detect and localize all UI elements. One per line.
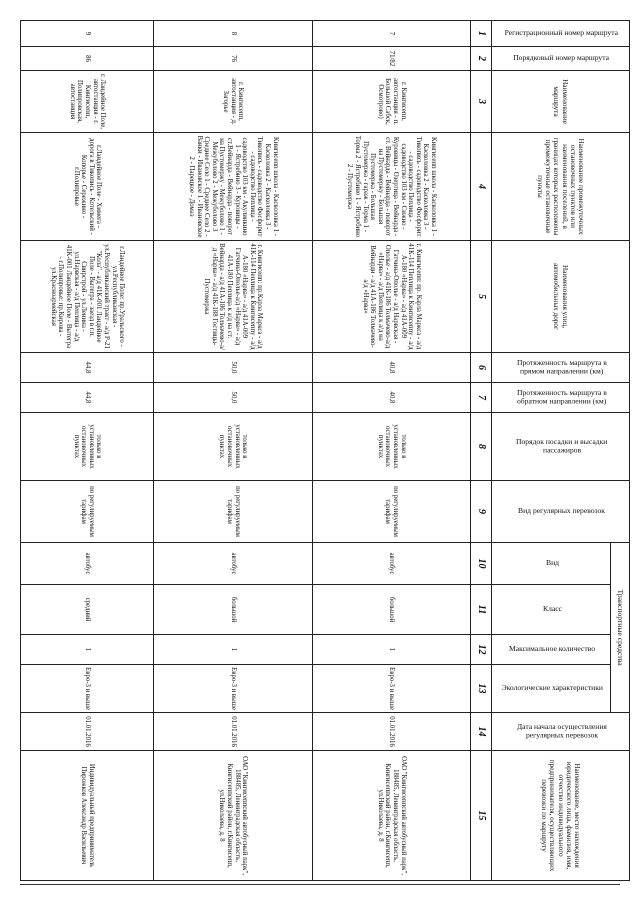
cell-boarding: только в установленных остановочных пунктах xyxy=(312,413,470,481)
column-number: 4 xyxy=(471,133,492,241)
cell-transport-kind: по регулируемым тарифам xyxy=(21,481,154,543)
cell-start-date: 01.01.2016 xyxy=(21,713,154,751)
header-vehicles-group: Транспортные средства xyxy=(611,543,630,713)
cell-reg: 9 xyxy=(21,21,154,47)
cell-reg: 8 xyxy=(154,21,312,47)
cell-vehicle-type: автобус xyxy=(154,543,312,585)
cell-carrier: ОАО "Кингисеппский автобусный парк", 188485, Ленинградская область, Кингисеппский район, г.Кингисепп, ул.Николаева, д. 8 xyxy=(154,751,312,881)
cell-length-back: 40,8 xyxy=(312,383,470,413)
rotated-table-wrapper xyxy=(20,20,630,880)
cell-vehicle-class: средний xyxy=(21,585,154,635)
table-row xyxy=(21,21,154,881)
cell-reg: 7 xyxy=(312,21,470,47)
cell-eco: Евро-3 и выше xyxy=(312,665,470,713)
column-number: 8 xyxy=(471,413,492,481)
header-row xyxy=(611,21,630,881)
header-vehicle-type: Вид xyxy=(492,543,611,585)
table-row xyxy=(154,21,312,881)
column-number: 10 xyxy=(471,543,492,585)
cell-length-back: 44,8 xyxy=(21,383,154,413)
cell-max-count: 1 xyxy=(154,635,312,665)
column-number: 6 xyxy=(471,353,492,383)
cell-max-count: 1 xyxy=(21,635,154,665)
column-number: 7 xyxy=(471,383,492,413)
header-length-forward: Протяженность маршрута в прямом направлении (км) xyxy=(492,353,630,383)
cell-boarding: только в установленных остановочных пунктах xyxy=(21,413,154,481)
header-stops: Наименование промежуточных остановочных пунктов или наименования поселений, в границах которых расположены промежуточные остановочные пункты xyxy=(492,133,630,241)
cell-carrier: ОАО "Кингисеппский автобусный парк", 188485, Ленинградская область, Кингисеппский район, г.Кингисепп, ул.Николаева, д. 8 xyxy=(312,751,470,881)
cell-stops: Кингисепп школа - Касколовка 1 - Касколовка 2 - Касколовка 3 - Тикопись - садоводство Фосфорит - садоводство Пеплица - садоводство 103 км - Акулинкино 1 - Ястребино 3 - Куровицы - ст.Вейнарда - Вейнарда - поворот на Пустомержу - Межуболово 1 - Межуболово 2 - Межуболово 3 Среднее Село 1 - Среднее Село 2 - Ванки - Ивановское 1 - Ивановское 2 - Парецкое - Домаз xyxy=(154,133,312,241)
cell-carrier: Индивидуальный предприниматель Пирожков Александр Васильевич xyxy=(21,751,154,881)
header-carrier: Наименование, место нахождения юридического лица, фамилия, имя, отчество индивидуального предпринимателя, осуществляющих перевозки по маршруту xyxy=(492,751,630,881)
cell-streets: г.Ландейное Поле: пр.Уральского - ул.Республиканская - ул.Республиканский тракт - а/д Р-21 "Кола" - а/д 41К-001 Ландейное Поле - Вытегра - заезд в г.п. Свирстрой - ул.Ленина - ул.Нарвская - а/д Пеплица - а/д 41К-001 Ландейное Поле - Вытегра - г.Полипровье: пр.Кирова - ул.Красноармейская xyxy=(21,241,154,353)
cell-stops: Кингисепп школа - Касколовка 1 - Касколовка 2 - Касколовка 3 - Тикопись - садоводство Фосфорит - садоводство Пеплица - садоводство 103 км - Сижно - Куровицы - Озертица - Вейнарда - ст. Вейнарда - Вейнарда - поворот на Пустомержу - Большая Пустомержа - Большая Пустомержа - гараж - Торма 1 - Торма 2 - Ястребино 1 - Ястребино 2 - Пустомержа xyxy=(312,133,470,241)
cell-start-date: 01.01.2016 xyxy=(154,713,312,751)
cell-vehicle-class: большой xyxy=(154,585,312,635)
header-reg-number: Регистрационный номер маршрута xyxy=(492,21,630,47)
header-eco: Экологические характеристики xyxy=(492,665,611,713)
routes-table xyxy=(20,20,630,881)
cell-streets: г. Кингисепп: пр. Карла Маркса - а/д 41К-114 Пеплица к Кингисеппу - а/д А-180 «Нарва» - а/д 41А-009 Гатчина-Ополье - а/д Нарвская - Ополье - а/д 41К-186 Толмачево-а/д «Нарва» - а/д Пеплица к а/д на Вейнарди - а/д 41А-186 Толмачево-а/д «Нарва» xyxy=(312,241,470,353)
column-number: 3 xyxy=(471,71,492,133)
table-row xyxy=(312,21,470,881)
cell-route-name: г. Кингисепп, автостанция - п. Большой Сабск, Осмотрово) xyxy=(312,71,470,133)
cell-max-count: 1 xyxy=(312,635,470,665)
cell-length-forward: 44,8 xyxy=(21,353,154,383)
header-boarding: Порядок посадки и высадки пассажиров xyxy=(492,413,630,481)
header-streets: Наименования улиц, автомобильных дорог xyxy=(492,241,630,353)
cell-transport-kind: по регулируемым тарифам xyxy=(154,481,312,543)
cell-stops: г.Ландейное Поле - Химега - дорога в Тикопись - Котельский - Копорье - Сережино - г.Полипровье xyxy=(21,133,154,241)
cell-order: 76 xyxy=(154,47,312,71)
header-length-back: Протяженность маршрута в обратном направлении (км) xyxy=(492,383,630,413)
column-number: 15 xyxy=(471,751,492,881)
column-number: 2 xyxy=(471,47,492,71)
scan-edge-line xyxy=(20,884,620,885)
cell-transport-kind: по регулируемым тарифам xyxy=(312,481,470,543)
cell-order: 71/82 xyxy=(312,47,470,71)
column-numbers-row xyxy=(471,21,492,881)
cell-streets: г. Кингисепп: пр.Карла Маркса - а/д 41К-114 Пеплица к Кингисеппу - а/д А-180 «Нарва» - а/д 41А-009 Гатчина-Ополье-а/д «Нарва» - а/д 41А-180 Пеплица к а/д на ст. Вейнарда - а/д 41А-186 Толмачево-а/д «Нарва» - а/д 41К-188 Гостицы-Пустомержа xyxy=(154,241,312,353)
header-vehicle-class: Класс xyxy=(492,585,611,635)
column-number: 9 xyxy=(471,481,492,543)
column-number: 12 xyxy=(471,635,492,665)
column-number: 13 xyxy=(471,665,492,713)
header-start-date: Дата начала осуществления регулярных перевозок xyxy=(492,713,630,751)
cell-length-forward: 40,8 xyxy=(312,353,470,383)
cell-start-date: 01.01.2016 xyxy=(312,713,470,751)
cell-route-name: г. Кингисепп, автостанция - д. Загорье xyxy=(154,71,312,133)
column-number: 11 xyxy=(471,585,492,635)
header-route-name: Наименование маршрута xyxy=(492,71,630,133)
cell-route-name: г. Ландейное Поле, автостанция - г. Кингисепп, Полипровская, автостанция xyxy=(21,71,154,133)
cell-vehicle-class: большой xyxy=(312,585,470,635)
cell-eco: Евро-3 и выше xyxy=(21,665,154,713)
header-order-number: Порядковый номер маршрута xyxy=(492,47,630,71)
column-number: 14 xyxy=(471,713,492,751)
header-transport-kind: Вид регулярных перевозок xyxy=(492,481,630,543)
cell-vehicle-type: автобус xyxy=(21,543,154,585)
cell-length-forward: 50,0 xyxy=(154,353,312,383)
cell-length-back: 50,0 xyxy=(154,383,312,413)
column-number: 5 xyxy=(471,241,492,353)
cell-boarding: только в установленных остановочных пунктах xyxy=(154,413,312,481)
cell-order: 86 xyxy=(21,47,154,71)
cell-vehicle-type: автобус xyxy=(312,543,470,585)
column-number: 1 xyxy=(471,21,492,47)
header-max-count: Максимальное количество xyxy=(492,635,611,665)
cell-eco: Евро-3 и выше xyxy=(154,665,312,713)
